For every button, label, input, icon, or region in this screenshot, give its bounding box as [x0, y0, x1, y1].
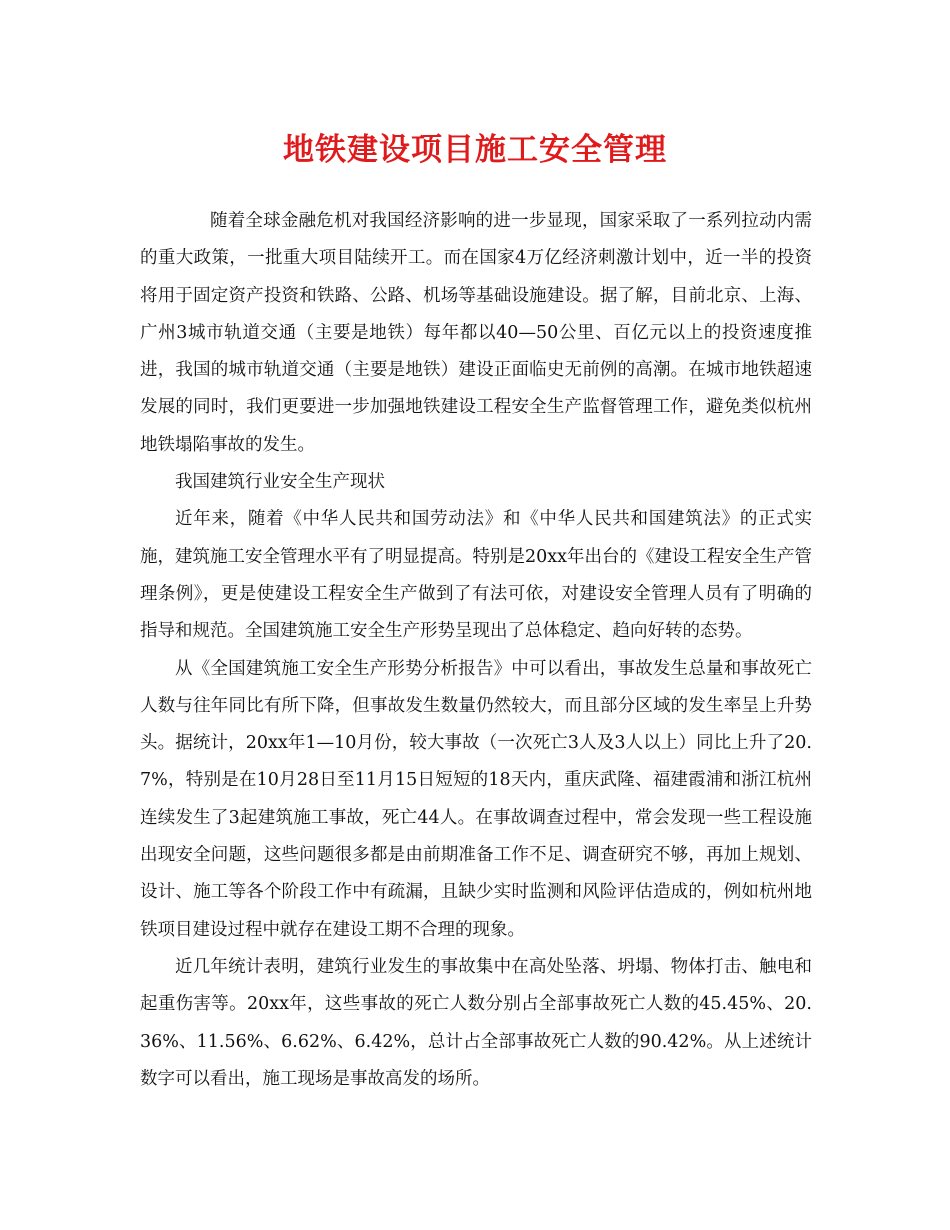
- paragraph-intro: 随着全球金融危机对我国经济影响的进一步显现，国家采取了一系列拉动内需的重大政策，一批重大项目陆续开工。而在国家4万亿经济刺激计划中，近一半的投资将用于固定资产投资和铁路、公路、机场等基础设施建设。据了解，目前北京、上海、广州3城市轨道交通（主要是地铁）每年都以40—50公里、百亿元以上的投资速度推进，我国的城市轨道交通（主要是地铁）建设正面临史无前例的高潮。在城市地铁超速发展的同时，我们更要进一步加强地铁建设工程安全生产监督管理工作，避免类似杭州地铁塌陷事故的发生。: [140, 211, 812, 455]
- section-heading: 我国建筑行业安全生产现状: [175, 472, 385, 493]
- paragraph-statistics: 近几年统计表明，建筑行业发生的事故集中在高处坠落、坍塌、物体打击、触电和起重伤害等。20xx年，这些事故的死亡人数分别占全部事故死亡人数的45.45%、20.36%、11.56%、6.62%、6.42%，总计占全部事故死亡人数的90.42%。从上述统计数字可以看出，施工现场是事故高发的场所。: [140, 956, 812, 1089]
- document-title: 地铁建设项目施工安全管理: [283, 132, 667, 168]
- paragraph-current-status: 近年来，随着《中华人民共和国劳动法》和《中华人民共和国建筑法》的正式实施，建筑施工安全管理水平有了明显提高。特别是20xx年出台的《建设工程安全生产管理条例》，更是使建设工程安全生产做到了有法可依，对建设安全管理人员有了明确的指导和规范。全国建筑施工安全生产形势呈现出了总体稳定、趋向好转的态势。: [140, 509, 813, 642]
- document-body: [140, 203, 812, 1098]
- paragraph-accident-analysis: 从《全国建筑施工安全生产形势分析报告》中可以看出，事故发生总量和事故死亡人数与往年同比有所下降，但事故发生数量仍然较大，而且部分区域的发生率呈上升势头。据统计，20xx年1—10月份，较大事故（一次死亡3人及3人以上）同比上升了20.7%，特别是在10月28日至11月15日短短的18天内，重庆武隆、福建霞浦和浙江杭州连续发生了3起建筑施工事故，死亡44人。在事故调查过程中，常会发现一些工程设施出现安全问题，这些问题很多都是由前期准备工作不足、调查研究不够，再加上规划、设计、施工等各个阶段工作中有疏漏，且缺少实时监测和风险评估造成的，例如杭州地铁项目建设过程中就存在建设工期不合理的现象。: [140, 658, 812, 940]
